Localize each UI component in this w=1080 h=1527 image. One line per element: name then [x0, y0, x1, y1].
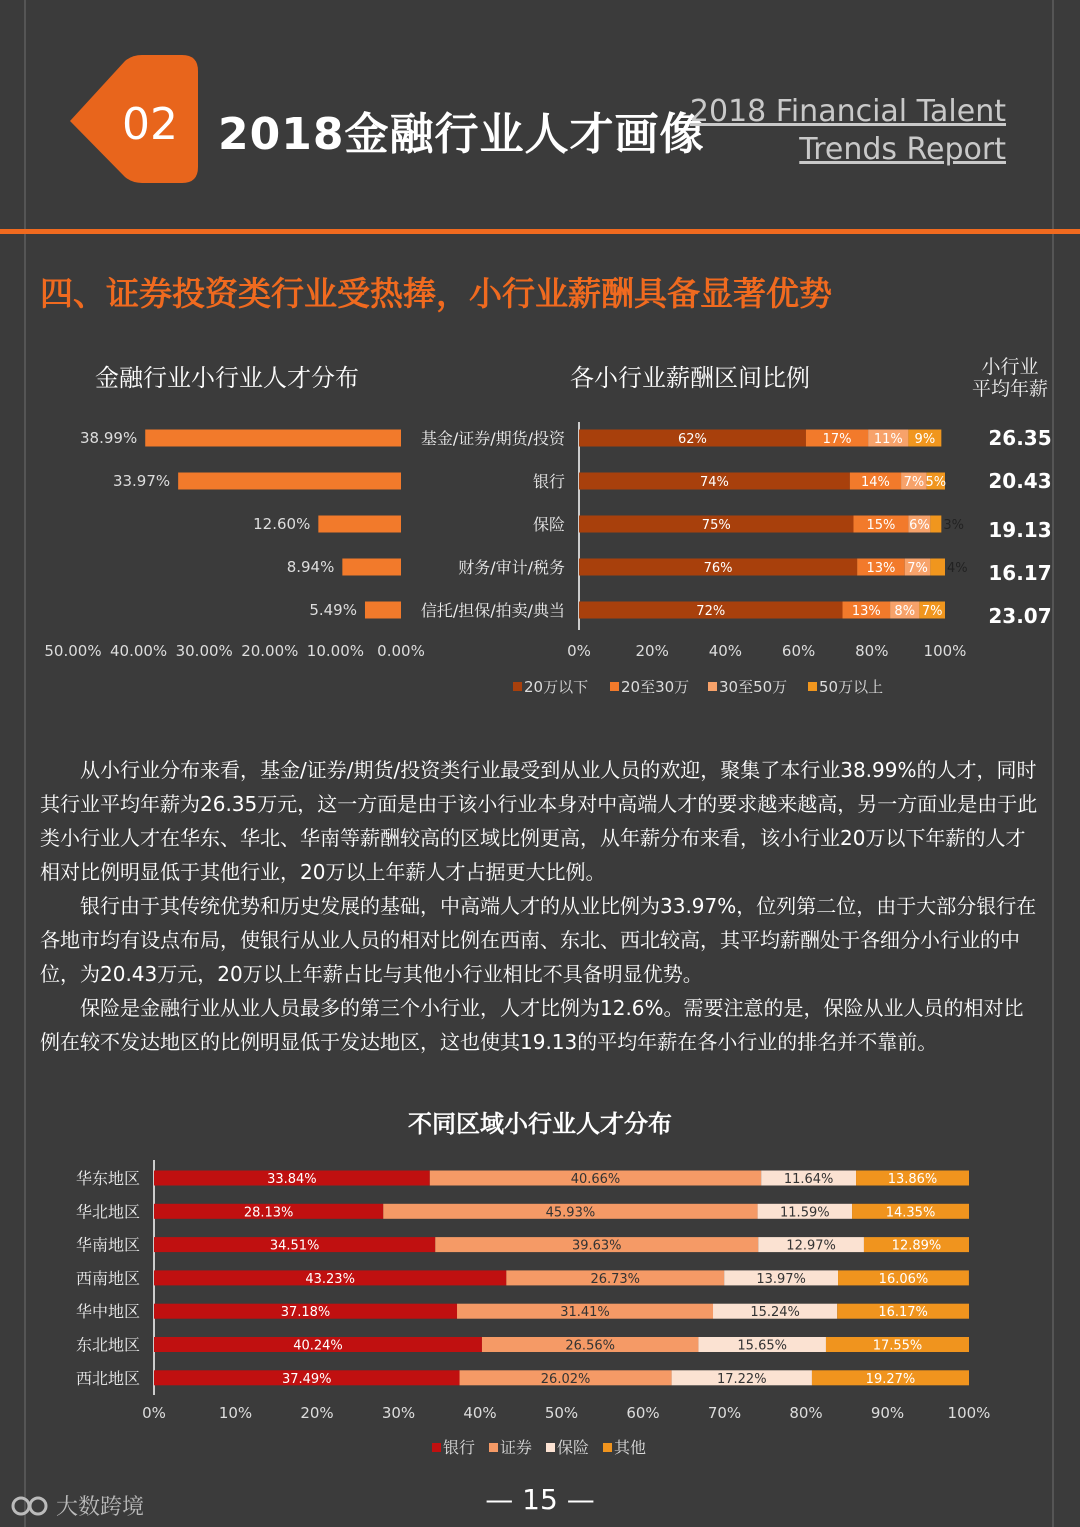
chart2-legend-swatch	[610, 682, 619, 691]
chart2-segment-label: 7%	[907, 561, 928, 576]
chart2-segment-label: 72%	[696, 604, 726, 619]
avg-salary-value: 20.43	[988, 469, 1052, 493]
chart2-segment-label: 15%	[866, 518, 896, 533]
section-number-badge	[70, 55, 200, 185]
chart3-segment-label: 40.24%	[293, 1338, 343, 1354]
chart3-tick-label: 90%	[870, 1404, 905, 1422]
chart3-segment-label: 12.89%	[891, 1238, 942, 1254]
chart2-tick-label: 80%	[855, 642, 889, 660]
chart3-segment-label: 45.93%	[545, 1205, 596, 1221]
chart3-segment-label: 31.41%	[560, 1305, 610, 1321]
chart3-legend-swatch	[432, 1443, 441, 1452]
region-chart	[0, 1155, 1080, 1465]
watermark	[10, 1490, 144, 1521]
chart2-legend-swatch	[708, 682, 717, 691]
avg-salary-value: 19.13	[988, 518, 1052, 542]
chart2-tick-label: 60%	[781, 642, 816, 660]
chart3-segment-label: 26.02%	[540, 1371, 591, 1387]
chart2-tick-label: 100%	[923, 642, 967, 660]
chart1-value-label: 38.99%	[80, 429, 138, 447]
category-label: 基金/证券/期货/投资	[420, 429, 565, 448]
chart3-title: 不同区域小行业人才分布	[408, 1110, 672, 1138]
chart2-legend-swatch	[513, 682, 522, 691]
chart1-value-label: 5.49%	[309, 601, 357, 619]
chart1-bar	[318, 516, 401, 533]
chart3-segment-label: 13.86%	[887, 1172, 938, 1187]
chart3-tick-label: 10%	[218, 1404, 253, 1422]
chart1-tick-label: 50.00%	[44, 642, 102, 660]
paragraph-3: 保险是金融行业从业人员最多的第三个小行业，人才比例为12.6%。需要注意的是，保险从业人员的相对比例在较不发达地区的比例明显低于发达地区，这也使其19.13的平均年薪在各小行业的排名并不靠前。	[40, 996, 1024, 1054]
chart2-segment-label: 7%	[903, 475, 925, 490]
chart2-title: 各小行业薪酬区间比例	[570, 364, 810, 392]
chart2-legend-label: 20至30万	[621, 678, 690, 696]
category-label: 银行	[532, 472, 565, 491]
chart2-tick-label: 40%	[708, 642, 743, 660]
chart3-tick-label: 60%	[626, 1404, 660, 1422]
chart3-legend-swatch	[603, 1443, 612, 1452]
chart3-category-label: 西南地区	[75, 1268, 140, 1288]
chart3-category-label: 华东地区	[75, 1169, 140, 1188]
chart2-segment-label: 6%	[909, 518, 930, 533]
chart1-tick-label: 10.00%	[306, 642, 365, 660]
chart3-category-label: 华北地区	[75, 1202, 140, 1222]
page-number: — 15 —	[485, 1483, 595, 1516]
chart2-segment-label: 11%	[873, 432, 903, 447]
chart2-legend-label: 30至50万	[719, 678, 788, 696]
body-text	[40, 753, 1042, 1059]
chart3-tick-label: 50%	[544, 1404, 579, 1422]
chart3-segment-label: 43.23%	[305, 1271, 355, 1287]
chart2-legend-label: 20万以下	[524, 678, 589, 696]
chart2-segment-label: 76%	[703, 561, 733, 576]
watermark-text: 大数跨境	[56, 1495, 145, 1520]
chart3-category-label: 华中地区	[75, 1302, 140, 1322]
chart2-segment-label: 9%	[914, 432, 936, 447]
chart1-value-label: 12.60%	[253, 515, 311, 533]
chart3-legend-swatch	[546, 1443, 555, 1452]
chart1-tick-label: 20.00%	[241, 642, 299, 660]
chart3-tick-label: 70%	[707, 1404, 742, 1422]
chart2-segment-label: 8%	[894, 604, 916, 619]
chart3-segment-label: 14.35%	[885, 1205, 936, 1221]
chart1-tick-label: 40.00%	[109, 642, 168, 660]
section-heading: 四、证券投资类行业受热捧，小行业薪酬具备显著优势	[40, 274, 832, 313]
paragraph-2: 银行由于其传统优势和历史发展的基础，中高端人才的从业比例为33.97%，位列第二位，由于大部分银行在各地市均有设点布局，使银行从业人员的相对比例在西南、东北、西北较高，其平均薪酬处于各细分小行业的中位，为20.43万元，20万以上年薪占比与其他小行业相比不具备明显优势。	[40, 894, 1037, 986]
chart2-segment-label: 4%	[947, 561, 968, 576]
chart3-segment-label: 26.73%	[590, 1271, 641, 1287]
chart3-segment-label: 15.24%	[750, 1305, 800, 1321]
chart1-bar	[178, 473, 401, 490]
chart1-tick-label: 0.00%	[377, 642, 425, 660]
chart2-segment-label: 13%	[851, 604, 881, 619]
chart3-segment-label: 37.18%	[280, 1305, 331, 1321]
chart1-value-label: 33.97%	[112, 472, 171, 490]
avg-salary-value: 16.17	[988, 561, 1052, 585]
avg-salary-title-line2: 平均年薪	[971, 378, 1048, 400]
chart3-tick-label: 0%	[142, 1404, 166, 1422]
chart3-segment-label: 11.59%	[780, 1205, 830, 1221]
chart2-legend-label: 50万以上	[819, 678, 884, 696]
avg-salary-title-line1: 小行业	[981, 356, 1039, 378]
chart2-segment-label: 17%	[822, 432, 852, 447]
chart3-segment-label: 16.06%	[878, 1271, 929, 1287]
chart2-tick-label: 0%	[567, 642, 591, 660]
chart3-segment-label: 39.63%	[571, 1238, 622, 1254]
chart1-bar	[342, 559, 401, 576]
avg-salary-value: 23.07	[988, 604, 1052, 628]
header-divider	[0, 229, 1080, 234]
chart3-segment-label: 37.49%	[281, 1371, 332, 1387]
chart2-segment-label: 13%	[866, 561, 896, 576]
chart2-segment-label: 62%	[678, 432, 707, 447]
avg-salary-value: 26.35	[988, 426, 1052, 450]
chart3-segment-label: 28.13%	[243, 1205, 294, 1221]
chart1-title: 金融行业小行业人才分布	[95, 364, 359, 392]
chart2-segment	[930, 559, 945, 576]
chart3-tick-label: 80%	[789, 1404, 823, 1422]
chart2-segment-label: 3%	[943, 518, 964, 533]
english-title-line2: Trends Report	[799, 132, 1006, 167]
page-title: 2018金融行业人才画像	[218, 109, 705, 160]
category-label: 财务/审计/税务	[458, 558, 565, 577]
chart3-segment-label: 26.56%	[565, 1338, 615, 1354]
chart3-legend-label: 证券	[500, 1438, 533, 1457]
watermark-logo-icon	[10, 1493, 50, 1519]
chart3-segment-label: 13.97%	[756, 1271, 806, 1287]
chart3-legend-label: 银行	[443, 1438, 476, 1457]
paragraph-1: 从小行业分布来看，基金/证券/期货/投资类行业最受到从业人员的欢迎，聚集了本行业38.99%的人才，同时其行业平均年薪为26.35万元，这一方面是由于该小行业本身对中高端人才的要求越来越高，另一方面业是由于此类小行业人才在华东、华北、华南等薪酬较高的区域比例更高，从年薪分布来看，该小行业20万以下年薪的人才相对比例明显低于其他行业，20万以上年薪人才占据更大比例。	[40, 758, 1038, 884]
chart3-legend-label: 保险	[557, 1438, 590, 1457]
chart3-category-label: 华南地区	[75, 1235, 140, 1255]
chart3-segment-label: 11.64%	[783, 1172, 834, 1187]
avg-salary-title	[960, 356, 1060, 400]
chart2-legend-swatch	[808, 682, 817, 691]
chart3-legend-label: 其他	[614, 1438, 647, 1457]
section-number: 02	[122, 99, 178, 150]
chart1-bar	[365, 602, 401, 619]
chart1-bar	[145, 430, 401, 447]
chart3-category-label: 东北地区	[75, 1335, 140, 1355]
chart3-category-label: 西北地区	[75, 1368, 140, 1388]
english-title-line1: 2018 Financial Talent	[689, 94, 1006, 129]
chart2-tick-label: 20%	[635, 642, 669, 660]
category-label: 保险	[532, 515, 565, 534]
chart2-segment-label: 75%	[701, 518, 731, 533]
chart3-segment-label: 12.97%	[786, 1238, 836, 1254]
chart2-segment-label: 74%	[699, 475, 729, 490]
chart1-tick-label: 30.00%	[175, 642, 233, 660]
chart2-segment-label: 5%	[925, 475, 947, 490]
chart2-segment	[930, 516, 941, 533]
chart3-segment-label: 17.22%	[716, 1371, 767, 1387]
chart3-segment-label: 15.65%	[737, 1338, 787, 1354]
chart3-tick-label: 40%	[463, 1404, 497, 1422]
chart3-legend-swatch	[489, 1443, 498, 1452]
chart3-segment-label: 19.27%	[865, 1371, 916, 1387]
chart3-tick-label: 20%	[300, 1404, 334, 1422]
chart3-segment-label: 33.84%	[267, 1172, 317, 1187]
chart1-value-label: 8.94%	[286, 558, 335, 576]
chart3-segment-label: 40.66%	[570, 1172, 621, 1187]
chart3-tick-label: 100%	[947, 1404, 991, 1422]
chart3-segment-label: 34.51%	[269, 1238, 320, 1254]
chart3-tick-label: 30%	[381, 1404, 416, 1422]
chart3-segment-label: 17.55%	[872, 1338, 923, 1354]
top-charts	[0, 410, 1080, 710]
chart2-segment-label: 7%	[921, 604, 943, 619]
chart3-segment-label: 16.17%	[878, 1305, 928, 1321]
category-label: 信托/担保/拍卖/典当	[420, 601, 565, 620]
chart2-segment-label: 14%	[861, 475, 890, 490]
